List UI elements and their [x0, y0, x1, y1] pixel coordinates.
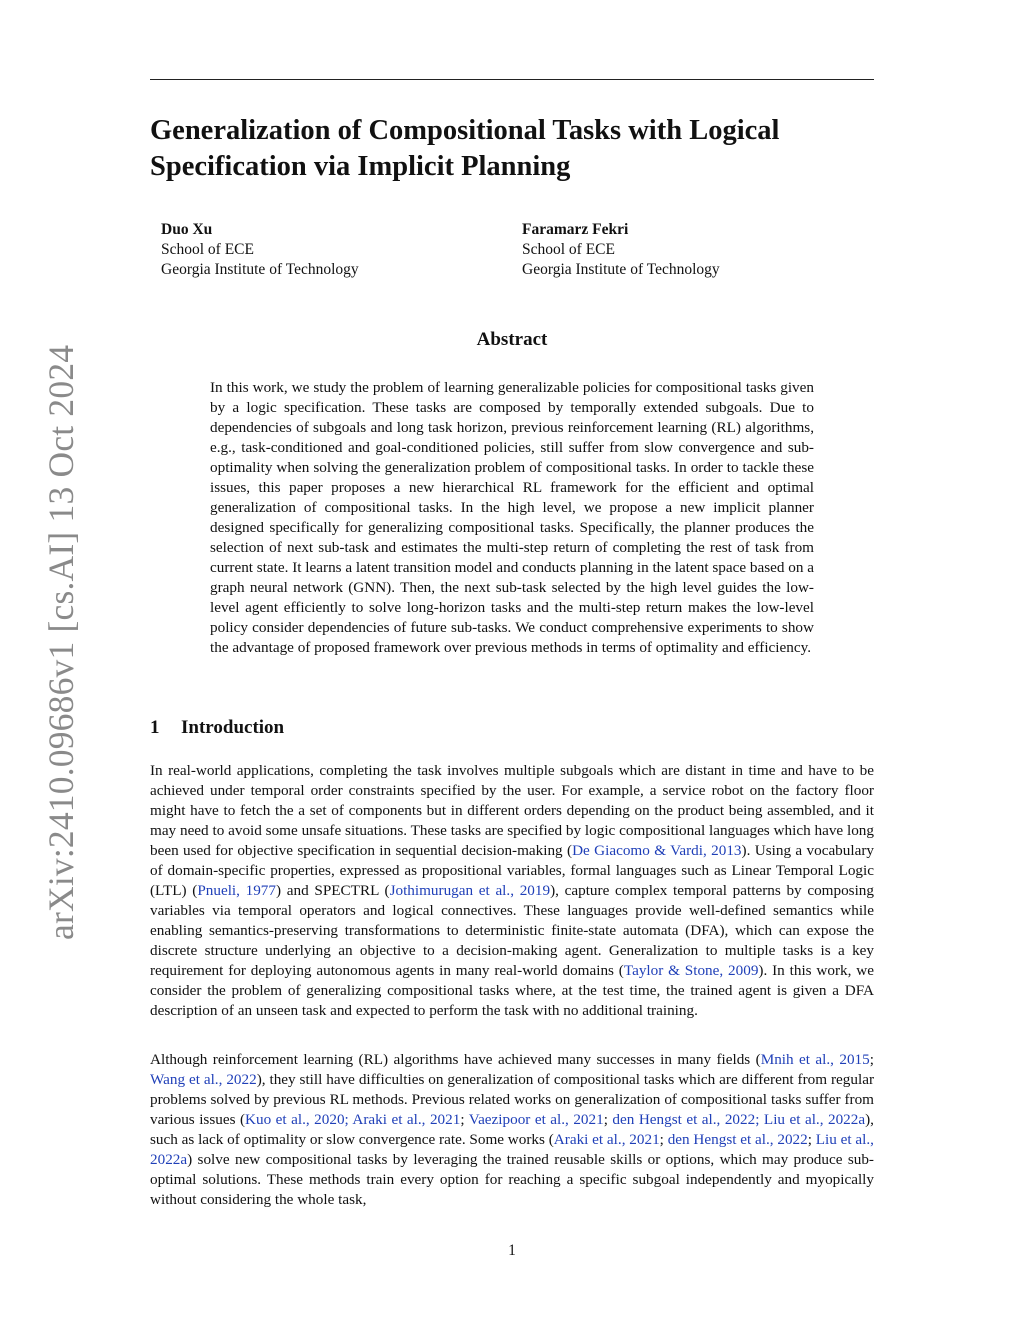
text-run: ; [869, 1051, 874, 1068]
citation-link[interactable]: Liu et al., 2022a [150, 1131, 874, 1168]
citation-link[interactable]: Mnih et al., 2015 [760, 1051, 870, 1068]
citation-link[interactable]: den Hengst et al., 2022; Liu et al., 2022a [612, 1111, 866, 1128]
text-run: ) solve new compositional tasks by leveraging the trained reusable skills or options, which may produce sub-optimal solutions. These methods train every option for reaching a specific subgoal independently and myopically without considering the whole task, [150, 1151, 874, 1208]
citation-link[interactable]: Pnueli, 1977 [197, 882, 276, 899]
text-run: ), capture complex temporal patterns by composing variables via temporal operators and logical connectives. These languages provide well-defined semantics while enabling semantics-preserving transformations to deterministic finite-state automata (DFA), which can expose the discrete structure underlying an objective to a decision-making agent. Generalization to multiple tasks is a key requirement for deploying autonomous agents in many real-world domains ( [150, 882, 874, 979]
arxiv-identifier[interactable]: arXiv:2410.09686v1 [cs.AI] 13 Oct 2024 [41, 344, 81, 940]
citation-link[interactable]: Vaezipoor et al., 2021 [468, 1111, 604, 1128]
text-run: ), they still have difficulties on generalization of compositional tasks which are different from regular problems solved by previous RL methods. Previous related works on generalization of compositional tasks suffer from various issues ( [150, 1071, 875, 1128]
citation-link[interactable]: De Giacomo & Vardi, 2013 [572, 842, 742, 859]
text-run: ), such as lack of optimality or slow convergence rate. Some works ( [150, 1111, 874, 1148]
author-block-1 [161, 220, 359, 280]
citation-link[interactable]: Jothimurugan et al., 2019 [389, 882, 551, 899]
author-block-2 [522, 220, 720, 280]
citation-link[interactable]: Kuo et al., 2020; Araki et al., 2021 [245, 1111, 461, 1128]
text-run: ). Using a vocabulary of domain-specific properties, expressed as propositional variables, formal languages such as Linear Temporal Logic (LTL) ( [150, 842, 874, 899]
author-affiliation: Georgia Institute of Technology [161, 261, 359, 278]
text-run: ; [603, 1111, 613, 1128]
section-heading [150, 717, 284, 739]
citation-link[interactable]: Taylor & Stone, 2009 [623, 962, 759, 979]
abstract-heading: Abstract [476, 329, 548, 350]
intro-paragraph-1 [150, 761, 874, 1021]
citation-link[interactable]: Wang et al., 2022 [150, 1071, 257, 1088]
text-run: ; [807, 1131, 816, 1148]
section-number: 1 [150, 717, 160, 738]
abstract-text: In this work, we study the problem of learning generalizable policies for compositional tasks given by a logic specification. These tasks are composed by temporally extended subgoals. Due to dependencies of subgoals and long task horizon, previous reinforcement learning (RL) algorithms, e.g., task-conditioned and goal-conditioned policies, still suffer from slow convergence and sub-optimality when solving the generalization problem of compositional tasks. In order to tackle these issues, this paper proposes a new hierarchical RL framework for the efficient and optimal generalization of compositional tasks. In the high level, we propose a new implicit planner designed specifically for generalizing compositional tasks. Specifically, the planner produces the selection of next sub-task and estimates the multi-step return of completing the rest of task from current state. It learns a latent transition model and conducts planning in the latent space based on a graph neural network (GNN). Then, the next sub-task selected by the high level guides the low-level agent efficiently to solve long-horizon tasks and the multi-step return makes the low-level policy consider dependencies of future sub-tasks. We conduct comprehensive experiments to show the advantage of proposed framework over previous methods in terms of optimality and efficiency. [210, 379, 814, 656]
text-run: ; [659, 1131, 668, 1148]
citation-link[interactable]: Araki et al., 2021 [553, 1131, 660, 1148]
citation-link[interactable]: den Hengst et al., 2022 [667, 1131, 808, 1148]
intro-paragraph-2 [150, 1050, 874, 1210]
text-run: Although reinforcement learning (RL) algorithms have achieved many successes in many fields ( [150, 1051, 761, 1068]
top-rule [150, 79, 874, 80]
text-run: ) and SPECTRL ( [276, 882, 390, 899]
author-affiliation: Georgia Institute of Technology [522, 261, 720, 278]
text-run: In real-world applications, completing the task involves multiple subgoals which are distant in time and have to be achieved under temporal order constraints specified by the user. For example, a service robot on the factory floor might have to fetch the a set of components but in different orders depending on the product being assembled, and it may need to avoid some unsafe situations. These tasks are specified by logic compositional languages which have long been used for objective specification in sequential decision-making ( [150, 762, 874, 859]
author-name: Faramarz Fekri [522, 221, 629, 238]
page-number: 1 [508, 1242, 516, 1259]
author-dept: School of ECE [522, 241, 615, 258]
author-dept: School of ECE [161, 241, 254, 258]
paper-title: Generalization of Compositional Tasks with Logical Specification via Implicit Planning [150, 115, 780, 182]
section-title: Introduction [181, 717, 285, 738]
text-run: ). In this work, we consider the problem of generalizing compositional tasks where, at the test time, the trained agent is given a DFA description of an unseen task and expected to perform the task with no additional training. [150, 962, 874, 1019]
text-run: ; [460, 1111, 469, 1128]
author-name: Duo Xu [161, 221, 213, 238]
